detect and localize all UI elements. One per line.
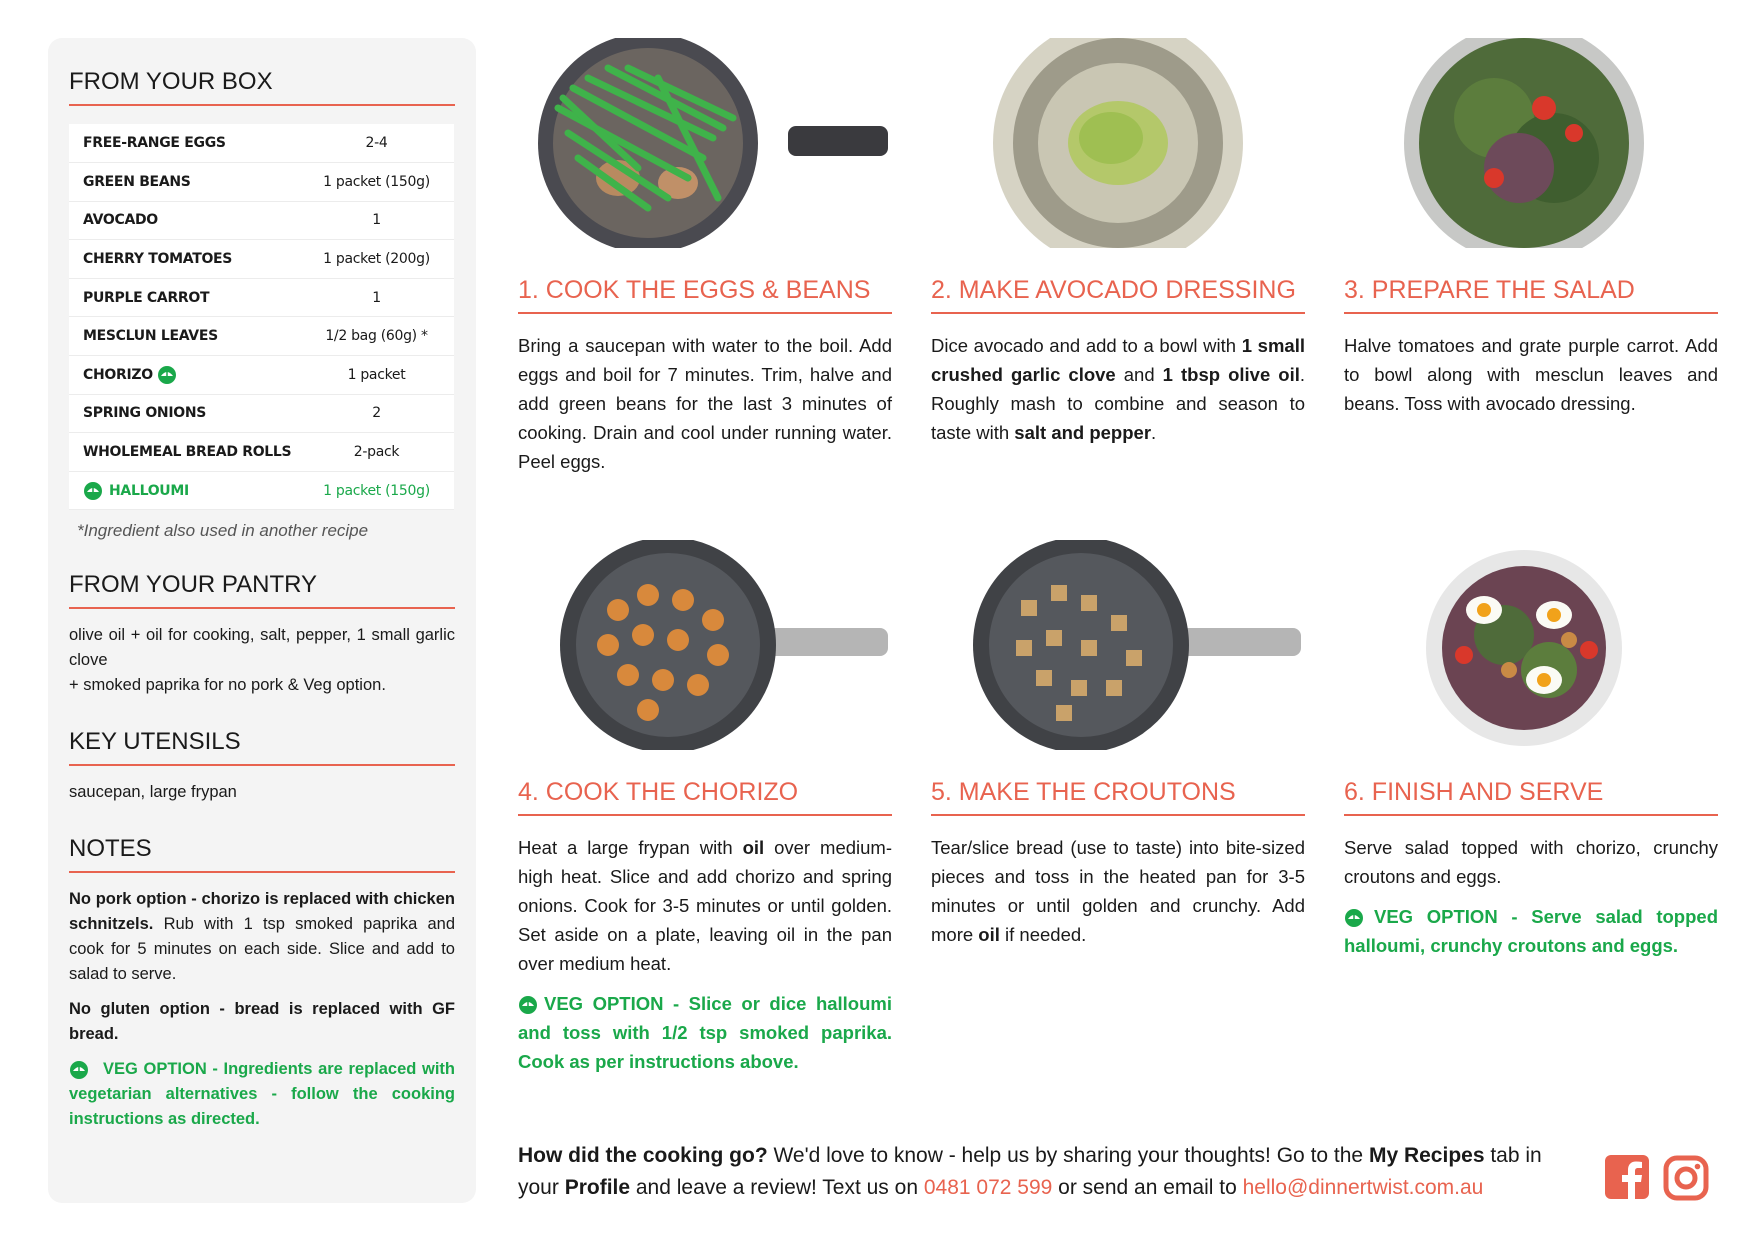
step-title: 1. COOK THE EGGS & BEANS: [518, 276, 892, 314]
ingredient-row: SPRING ONIONS 2: [69, 394, 454, 433]
step-5: [931, 540, 1305, 949]
ingredient-name: HALLOUMI: [109, 482, 189, 499]
pantry-text: olive oil + oil for cooking, salt, pepper, 1 small garlic clove: [69, 626, 455, 670]
step-body: Tear/slice bread (use to taste) into bite-sized pieces and toss in the heated pan for 3-5 minutes or until golden and crunchy. Add more oil if needed.: [931, 837, 1305, 945]
step-body: Dice avocado and add to a bowl with 1 small crushed garlic clove and 1 tbsp olive oil. Roughly mash to combine and season to taste with salt and pepper.: [931, 335, 1306, 443]
step-4: [518, 540, 892, 1076]
ingredient-row: AVOCADO 1: [69, 201, 454, 240]
avocado-bowl-image: [931, 38, 1305, 248]
step-1-photo: [518, 38, 892, 248]
utensils-section: [69, 728, 455, 805]
step-body: Bring a saucepan with water to the boil. Add eggs and boil for 7 minutes. Trim, halve and add green beans for the last 3 minutes of cooking. Drain and cool under running water. Peel eggs.: [518, 335, 892, 472]
frypan-chorizo-image: [518, 540, 892, 750]
veg-leaf-icon: [83, 482, 103, 500]
notes-heading: NOTES: [69, 835, 455, 873]
ingredient-row: HALLOUMI 1 packet (150g): [69, 471, 454, 510]
final-dish-image: [1344, 540, 1718, 750]
ingredient-name: CHORIZO: [83, 366, 153, 383]
step-body: Serve salad topped with chorizo, crunchy croutons and eggs.: [1344, 837, 1718, 887]
ingredient-row: CHORIZO 1 packet: [69, 356, 454, 395]
ingredient-row: MESCLUN LEAVES 1/2 bag (60g) *: [69, 317, 454, 356]
ingredient-row: FREE-RANGE EGGS 2-4: [69, 124, 454, 163]
footnote: *Ingredient also used in another recipe: [77, 521, 369, 541]
step-2-photo: [931, 38, 1305, 248]
pantry-section: [69, 571, 455, 698]
step-5-photo: [931, 540, 1305, 750]
ingredients-table: [69, 124, 454, 510]
profile-link[interactable]: Profile: [564, 1176, 631, 1199]
instagram-icon[interactable]: [1663, 1155, 1709, 1201]
step-title: 4. COOK THE CHORIZO: [518, 778, 892, 816]
frypan-croutons-image: [931, 540, 1305, 750]
step-3: [1344, 38, 1718, 418]
phone-link[interactable]: 0481 072 599: [923, 1176, 1053, 1199]
step-1: [518, 38, 892, 476]
feedback-footer: How did the cooking go? We'd love to know - help us by sharing your thoughts! Go to the My Recipes tab in your Profile and leave a review! Text us on 0481 072 599 or send an email to hello@dinnertwist.com.au: [518, 1144, 1542, 1199]
veg-option: VEG OPTION - Slice or dice halloumi and toss with 1/2 tsp smoked paprika. Cook as per instructions above.: [518, 993, 892, 1072]
step-title: 2. MAKE AVOCADO DRESSING: [931, 276, 1305, 314]
step-6: [1344, 540, 1718, 960]
step-2: [931, 38, 1305, 447]
ingredient-row: GREEN BEANS 1 packet (150g): [69, 163, 454, 202]
veg-option: VEG OPTION - Serve salad topped halloumi, crunchy croutons and eggs.: [1344, 906, 1718, 956]
step-4-photo: [518, 540, 892, 750]
ingredient-row: CHERRY TOMATOES 1 packet (200g): [69, 240, 454, 279]
note-no-gluten: No gluten option - bread is replaced with GF bread.: [69, 1000, 455, 1044]
step-title: 6. FINISH AND SERVE: [1344, 778, 1718, 816]
email-link[interactable]: hello@dinnertwist.com.au: [1242, 1176, 1484, 1199]
step-title: 3. PREPARE THE SALAD: [1344, 276, 1718, 314]
facebook-icon[interactable]: [1605, 1155, 1649, 1199]
ingredient-row: WHOLEMEAL BREAD ROLLS 2-pack: [69, 433, 454, 472]
step-title: 5. MAKE THE CROUTONS: [931, 778, 1305, 816]
ingredients-panel: [48, 38, 476, 1203]
step-6-photo: [1344, 540, 1718, 750]
utensils-heading: KEY UTENSILS: [69, 728, 455, 766]
veg-leaf-icon: [69, 1061, 89, 1079]
step-3-photo: [1344, 38, 1718, 248]
utensils-text: saucepan, large frypan: [69, 783, 237, 802]
veg-leaf-icon: [157, 366, 177, 384]
box-heading: FROM YOUR BOX: [69, 68, 455, 106]
my-recipes-link[interactable]: My Recipes: [1368, 1144, 1485, 1167]
notes-section: [69, 835, 455, 1132]
pantry-heading: FROM YOUR PANTRY: [69, 571, 455, 609]
veg-leaf-icon: [1344, 909, 1364, 927]
ingredient-row: PURPLE CARROT 1: [69, 278, 454, 317]
step-body: Heat a large frypan with oil over medium-high heat. Slice and add chorizo and spring onions. Cook for 3-5 minutes or until golden. Set aside on a plate, leaving oil in the pan over medium heat.: [518, 837, 892, 974]
note-no-pork: No pork option - chorizo is replaced with chicken schnitzels. Rub with 1 tsp smoked paprika and cook for 5 minutes on each side. Slice and add to salad to serve.: [69, 890, 455, 984]
note-veg: VEG OPTION - Ingredients are replaced with vegetarian alternatives - follow the cooking instructions as directed.: [69, 1060, 455, 1129]
veg-leaf-icon: [518, 996, 538, 1014]
pantry-text-extra: + smoked paprika for no pork & Veg option.: [69, 676, 386, 695]
step-body: Halve tomatoes and grate purple carrot. Add to bowl along with mesclun leaves and beans. Toss with avocado dressing.: [1344, 335, 1718, 414]
salad-bowl-image: [1344, 38, 1718, 248]
saucepan-beans-image: [518, 38, 892, 248]
